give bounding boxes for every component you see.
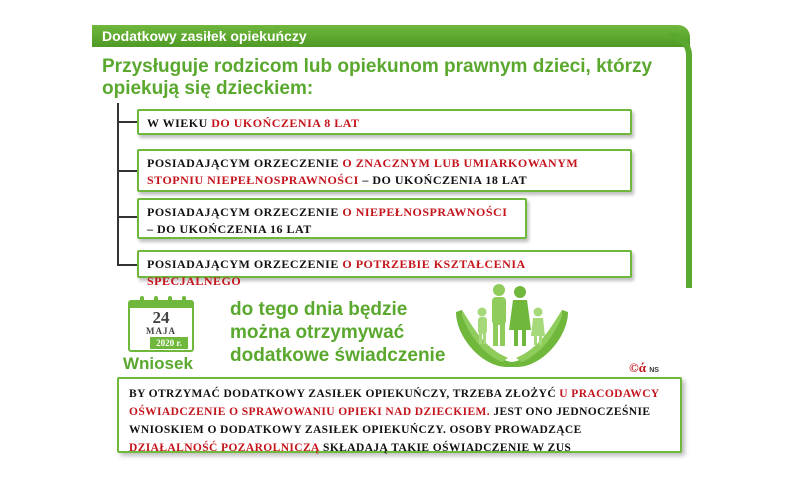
condition-text: POSIADAJĄCYM ORZECZENIE <box>147 156 343 170</box>
info-highlight: U PRACODAWCY OŚWIADCZENIE O SPRAWOWANIU OPIEKI NAD DZIECKIEM. <box>129 388 660 418</box>
calendar-ring <box>154 296 158 305</box>
wniosek-label: Wniosek <box>123 354 193 373</box>
condition-highlight: O ZNACZNYM LUB UMIARKOWANYM STOPNIU NIEPEŁNOSPRAWNOŚCI <box>147 156 579 187</box>
condition-text: POSIADAJĄCYM ORZECZENIE <box>147 257 343 271</box>
info-box <box>117 377 682 453</box>
info-highlight: DZIAŁALNOŚĆ POZAROLNICZĄ <box>129 442 320 454</box>
calendar-year: 2020 r. <box>150 337 188 349</box>
header-decoration <box>670 33 692 288</box>
info-text: BY OTRZYMAĆ DODATKOWY ZASIŁEK OPIEKUŃCZY, TRZEBA ZŁOŻYĆ <box>129 388 560 400</box>
condition-highlight: DO UKOŃCZENIA 8 LAT <box>211 116 360 130</box>
condition-highlight: O POTRZEBIE KSZTAŁCENIA SPECJALNEGO <box>147 257 526 288</box>
calendar-icon <box>128 300 194 352</box>
condition-box-4 <box>137 250 632 288</box>
info-text: JEST ONO JEDNOCZEŚNIE WNIOSKIEM O DODATKOWY ZASIŁEK OPIEKUŃCZY. OSOBY PROWADZĄCE <box>129 406 651 436</box>
calendar-ring <box>168 296 172 305</box>
condition-text: POSIADAJĄCYM ORZECZENIE <box>147 205 343 219</box>
tree-branch <box>117 216 137 218</box>
condition-highlight: O NIEPEŁNOSPRAWNOŚCI <box>342 205 508 219</box>
condition-text: W WIEKU <box>147 116 212 130</box>
intro-text: Przysługuje rodzicom lub opiekunom prawnym dzieci, którzy opiekują się dzieckiem: <box>102 56 653 99</box>
tree-branch <box>117 121 137 123</box>
condition-box-2 <box>137 149 632 192</box>
logo-mark: ©ά <box>629 360 646 375</box>
calendar-ring <box>140 296 144 305</box>
tree-branch <box>117 170 137 172</box>
calendar-ring <box>182 296 186 305</box>
family-in-hands-icon <box>452 282 572 377</box>
condition-box-3 <box>137 198 527 239</box>
brand-logo <box>629 360 659 376</box>
deadline-text: do tego dnia będzie można otrzymywać dodatkowe świadczenie <box>230 299 446 366</box>
condition-box-1 <box>137 109 632 135</box>
calendar-day: 24 <box>152 308 170 327</box>
header-title: Dodatkowy zasiłek opiekuńczy <box>92 25 690 47</box>
calendar-month: MAJA <box>146 326 176 336</box>
logo-initials: NS <box>649 367 659 374</box>
tree-line <box>117 103 119 265</box>
info-text: SKŁADAJĄ TAKIE OŚWIADCZENIE W ZUS <box>319 442 572 454</box>
condition-suffix: – DO UKOŃCZENIA 16 LAT <box>147 222 312 236</box>
condition-suffix: – DO UKOŃCZENIA 18 LAT <box>358 173 528 187</box>
tree-branch <box>117 264 137 266</box>
